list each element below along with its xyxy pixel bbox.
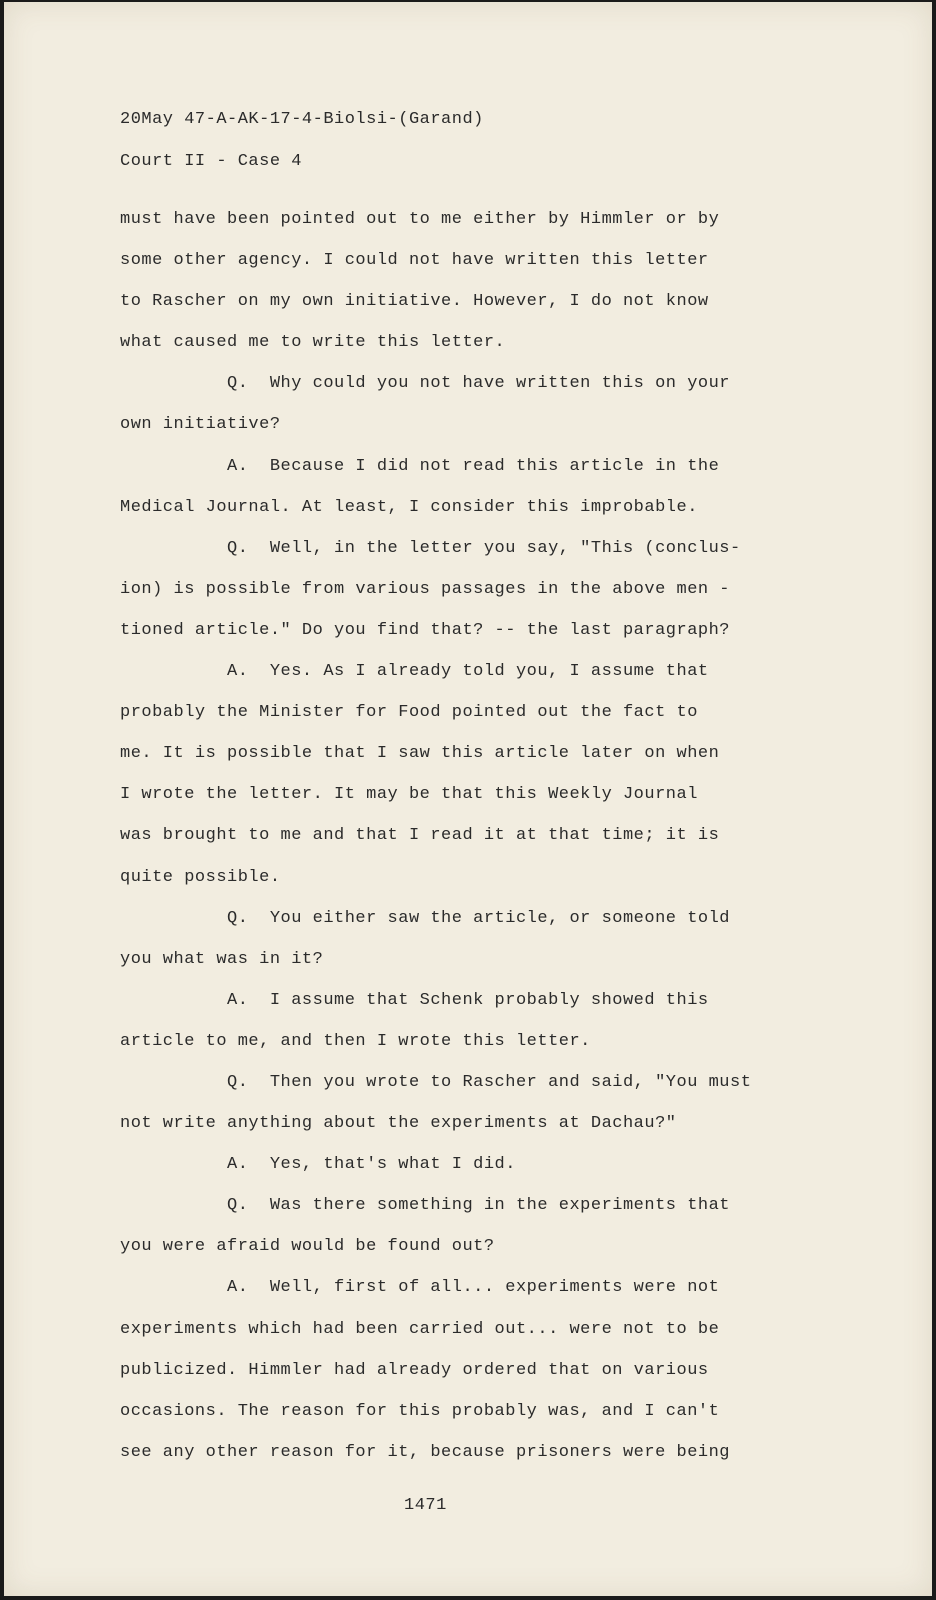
transcript-line: must have been pointed out to me either by Himmler or by [120,210,720,229]
document-page [4,2,932,1596]
transcript-line: experiments which had been carried out... were not to be [120,1319,720,1339]
transcript-line: Q. Then you wrote to Rascher and said, "You must [120,1072,752,1092]
transcript-line: Q. Well, in the letter you say, "This (conclus- [120,538,741,558]
transcript-line: what caused me to write this letter. [120,333,506,353]
transcript-line: Q. Was there something in the experiments that [120,1196,730,1216]
transcript-line: A. Yes. As I already told you, I assume that [120,662,709,682]
transcript-line: occasions. The reason for this probably was, and I can't [120,1401,720,1421]
transcript-line: A. Yes, that's what I did. [120,1155,516,1175]
document-reference-header: 20May 47-A-AK-17-4-Biolsi-(Garand) [120,110,484,129]
transcript-line: I wrote the letter. It may be that this Weekly Journal [120,785,698,805]
court-case-header: Court II - Case 4 [120,152,302,171]
transcript-line: you were afraid would be found out? [120,1237,495,1257]
transcript-line: Medical Journal. At least, I consider this improbable. [120,497,698,517]
transcript-line: not write anything about the experiments at Dachau?" [120,1114,677,1134]
transcript-line: A. I assume that Schenk probably showed this [120,990,709,1010]
transcript-line: to Rascher on my own initiative. However, I do not know [120,292,709,312]
transcript-line: A. Because I did not read this article in the [120,456,720,476]
transcript-body [120,210,751,1484]
transcript-line: Q. You either saw the article, or someone told [120,908,730,928]
transcript-line: tioned article." Do you find that? -- the last paragraph? [120,620,730,640]
transcript-line: me. It is possible that I saw this article later on when [120,744,720,764]
transcript-line: A. Well, first of all... experiments were not [120,1278,720,1298]
transcript-line: probably the Minister for Food pointed out the fact to [120,703,698,723]
transcript-line: ion) is possible from various passages in the above men - [120,579,730,599]
page-number: 1471 [404,1496,447,1515]
transcript-line: see any other reason for it, because prisoners were being [120,1442,730,1462]
transcript-line: article to me, and then I wrote this letter. [120,1031,591,1051]
transcript-line: some other agency. I could not have written this letter [120,251,709,271]
transcript-line: own initiative? [120,415,281,435]
transcript-line: quite possible. [120,867,281,887]
transcript-line: you what was in it? [120,949,324,969]
transcript-line: publicized. Himmler had already ordered that on various [120,1360,709,1380]
transcript-line: Q. Why could you not have written this on your [120,374,730,394]
transcript-line: was brought to me and that I read it at that time; it is [120,826,720,846]
